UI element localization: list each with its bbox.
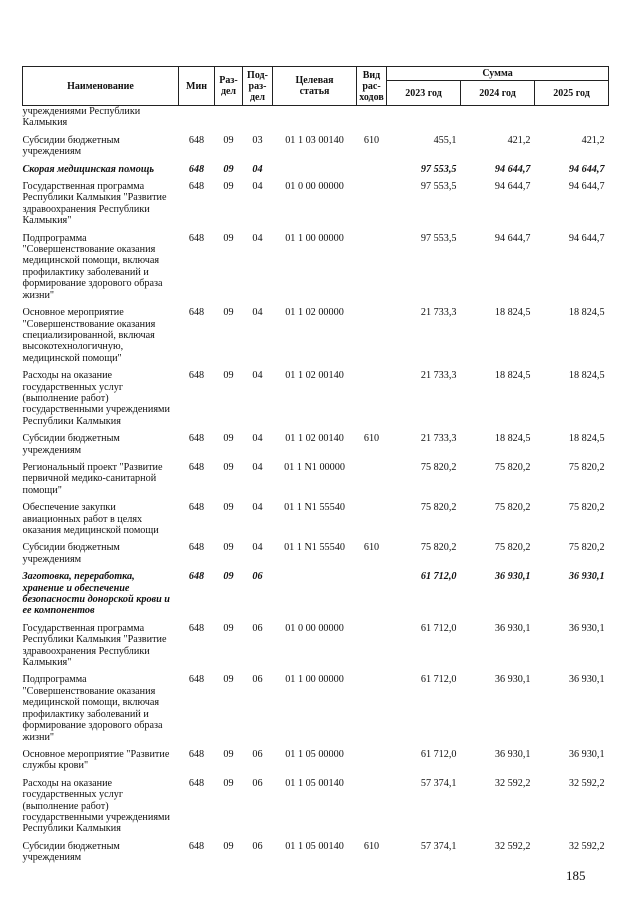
cell-2024: 94 644,7 (494, 232, 531, 244)
cell-razdel: 09 (223, 134, 234, 146)
cell-name: Региональный проект "Развитие первичной медико-санитарной помощи" (22, 461, 163, 496)
cell-target (273, 106, 357, 135)
cell-2023: 97 553,5 (420, 232, 457, 244)
cell-target: 01 1 00 00000 (285, 232, 344, 244)
table-row (23, 181, 609, 233)
cell-target: 01 1 00 00000 (285, 674, 344, 686)
cell-min: 648 (188, 674, 205, 686)
cell-2025: 94 644,7 (568, 181, 605, 193)
table-row (23, 462, 609, 502)
cell-2024: 36 930,1 (494, 748, 531, 760)
cell-razdel: 09 (223, 542, 234, 554)
cell-target (273, 571, 357, 623)
cell-vid: 610 (363, 840, 380, 852)
cell-2023 (387, 106, 461, 135)
cell-2023: 97 553,5 (420, 163, 457, 175)
cell-razdel: 09 (223, 840, 234, 852)
cell-2025: 32 592,2 (568, 777, 605, 789)
cell-2023: 21 733,3 (420, 433, 457, 445)
cell-target: 01 1 N1 55540 (284, 502, 345, 514)
cell-2023: 75 820,2 (420, 502, 457, 514)
cell-2024 (461, 106, 535, 135)
cell-vid (357, 106, 387, 135)
cell-min: 648 (188, 433, 205, 445)
cell-target: 01 1 N1 00000 (284, 461, 345, 473)
table-row (23, 502, 609, 542)
cell-target: 01 1 02 00140 (285, 370, 344, 382)
cell-2025: 32 592,2 (568, 840, 605, 852)
cell-vid: 610 (363, 134, 380, 146)
cell-min: 648 (188, 181, 205, 193)
cell-2025: 18 824,5 (568, 433, 605, 445)
cell-podrazdel: 04 (252, 370, 263, 382)
cell-2025: 75 820,2 (568, 502, 605, 514)
cell-razdel: 09 (223, 433, 234, 445)
header-2023: 2023 год (387, 81, 461, 106)
cell-name: Обеспечение закупки авиационных работ в целях оказания медицинской помощи (22, 502, 159, 536)
cell-name: Заготовка, переработка, хранение и обеспечение безопасности донорской крови и ее компонентов (22, 571, 170, 617)
header-podrazdel: Под- раз- дел (243, 67, 273, 106)
cell-min (179, 106, 215, 135)
cell-podrazdel: 06 (252, 777, 263, 789)
cell-razdel: 09 (223, 181, 234, 193)
cell-razdel: 09 (223, 674, 234, 686)
cell-2025: 94 644,7 (568, 163, 605, 175)
cell-2024: 36 930,1 (494, 622, 531, 634)
cell-vid (357, 623, 387, 675)
header-2025: 2025 год (535, 81, 609, 106)
cell-podrazdel: 03 (252, 134, 263, 146)
table-row (23, 674, 609, 748)
header-2024: 2024 год (461, 81, 535, 106)
cell-name: Субсидии бюджетным учреждениям (22, 542, 120, 565)
cell-min: 648 (188, 840, 205, 852)
cell-vid: 610 (363, 542, 380, 554)
table-row (23, 571, 609, 623)
cell-2023: 61 712,0 (420, 748, 457, 760)
cell-vid (357, 778, 387, 841)
cell-2023: 97 553,5 (420, 181, 457, 193)
cell-2025: 36 930,1 (568, 571, 605, 583)
cell-podrazdel: 06 (252, 571, 263, 583)
cell-2023: 57 374,1 (420, 840, 457, 852)
cell-name: Государственная программа Республики Калмыкия "Развитие здравоохранения Республики Калмыкия" (22, 622, 167, 669)
page-number: 185 (566, 868, 586, 883)
cell-vid (357, 233, 387, 307)
cell-razdel: 09 (223, 307, 234, 319)
cell-2024: 18 824,5 (494, 433, 531, 445)
cell-name: Расходы на оказание государственных услуг (выполнение работ) государственными учреждениями Республики Калмыкия (22, 777, 170, 835)
cell-2024: 75 820,2 (494, 542, 531, 554)
cell-podrazdel (243, 106, 273, 135)
cell-2023: 75 820,2 (420, 461, 457, 473)
cell-2024: 421,2 (507, 134, 531, 146)
cell-razdel: 09 (223, 461, 234, 473)
cell-podrazdel: 04 (252, 502, 263, 514)
cell-2025 (535, 106, 609, 135)
cell-2025: 18 824,5 (568, 307, 605, 319)
header-razdel: Раз- дел (215, 67, 243, 106)
cell-2023: 57 374,1 (420, 777, 457, 789)
table-row (23, 164, 609, 181)
table-body (23, 106, 609, 870)
cell-2023: 21 733,3 (420, 370, 457, 382)
cell-vid (357, 462, 387, 502)
cell-name: Скорая медицинская помощь (22, 163, 155, 175)
budget-table-container (22, 66, 608, 870)
cell-podrazdel: 04 (252, 307, 263, 319)
cell-podrazdel: 04 (252, 163, 263, 175)
cell-vid (357, 749, 387, 778)
cell-2023: 75 820,2 (420, 542, 457, 554)
table-row (23, 106, 609, 135)
cell-target: 01 0 00 00000 (285, 622, 344, 634)
cell-2025: 94 644,7 (568, 232, 605, 244)
cell-min: 648 (188, 370, 205, 382)
cell-podrazdel: 04 (252, 542, 263, 554)
cell-target: 01 1 02 00140 (285, 433, 344, 445)
header-name: Наименование (23, 67, 179, 106)
cell-name: Субсидии бюджетным учреждениям (22, 134, 120, 158)
cell-name: Основное мероприятие "Развитие службы крови" (22, 748, 170, 772)
cell-2025: 421,2 (581, 134, 605, 146)
cell-min: 648 (188, 307, 205, 319)
table-header (23, 67, 609, 106)
cell-name: Расходы на оказание государственных услуг (выполнение работ) государственными учреждениями Республики Калмыкия (22, 370, 170, 427)
table-row (23, 778, 609, 841)
cell-2024: 32 592,2 (494, 840, 531, 852)
cell-razdel: 09 (223, 777, 234, 789)
cell-razdel: 09 (223, 163, 234, 175)
table-row (23, 135, 609, 164)
cell-2023: 21 733,3 (420, 307, 457, 319)
cell-target: 01 1 05 00140 (285, 777, 344, 789)
cell-2023: 61 712,0 (420, 674, 457, 686)
cell-razdel (215, 106, 243, 135)
cell-2025: 75 820,2 (568, 542, 605, 554)
cell-razdel: 09 (223, 622, 234, 634)
table-row (23, 542, 609, 571)
cell-2024: 75 820,2 (494, 502, 531, 514)
cell-2025: 36 930,1 (568, 622, 605, 634)
cell-min: 648 (188, 777, 205, 789)
cell-name: Государственная программа Республики Калмыкия "Развитие здравоохранения Республики Калмыкия" (22, 181, 167, 227)
header-vid: Вид рас- ходов (357, 67, 387, 106)
cell-2024: 18 824,5 (494, 370, 531, 382)
cell-2024: 94 644,7 (494, 163, 531, 175)
cell-min: 648 (188, 232, 205, 244)
cell-vid (357, 370, 387, 433)
cell-2025: 75 820,2 (568, 461, 605, 473)
cell-vid: 610 (363, 433, 380, 445)
cell-2024: 36 930,1 (494, 571, 531, 583)
cell-min: 648 (188, 748, 205, 760)
header-summa: Сумма (387, 67, 609, 81)
cell-name: Субсидии бюджетным учреждениям (22, 840, 120, 864)
table-row (23, 233, 609, 307)
cell-podrazdel: 06 (252, 840, 263, 852)
cell-podrazdel: 04 (252, 232, 263, 244)
cell-podrazdel: 06 (252, 748, 263, 760)
cell-name: Субсидии бюджетным учреждениям (22, 433, 120, 456)
cell-target: 01 0 00 00000 (285, 181, 344, 193)
cell-razdel: 09 (223, 370, 234, 382)
cell-vid (357, 307, 387, 370)
cell-min: 648 (188, 461, 205, 473)
header-min: Мин (179, 67, 215, 106)
budget-table (22, 66, 609, 870)
cell-2024: 18 824,5 (494, 307, 531, 319)
cell-podrazdel: 04 (252, 433, 263, 445)
cell-vid (357, 502, 387, 542)
table-row (23, 370, 609, 433)
cell-vid (357, 674, 387, 748)
cell-podrazdel: 04 (252, 461, 263, 473)
table-row (23, 749, 609, 778)
cell-vid (357, 181, 387, 233)
cell-2023: 61 712,0 (420, 571, 457, 583)
cell-min: 648 (188, 502, 205, 514)
cell-2025: 36 930,1 (568, 674, 605, 686)
table-row (23, 307, 609, 370)
cell-min: 648 (188, 542, 205, 554)
cell-name: Подпрограмма "Совершенствование оказания медицинской помощи, включая профилактику заболеваний и формирование здорового образа жизни" (22, 232, 163, 301)
cell-name: учреждениями Республики Калмыкия (22, 106, 141, 129)
cell-vid (357, 571, 387, 623)
cell-target: 01 1 05 00000 (285, 748, 344, 760)
header-target: Целевая статья (273, 67, 357, 106)
cell-podrazdel: 06 (252, 622, 263, 634)
cell-target: 01 1 N1 55540 (284, 542, 345, 554)
cell-name: Подпрограмма "Совершенствование оказания медицинской помощи, включая профилактику заболеваний и формирование здорового образа жизни" (22, 674, 163, 743)
cell-2025: 18 824,5 (568, 370, 605, 382)
cell-vid (357, 164, 387, 181)
cell-name: Основное мероприятие "Совершенствование оказания специализированной, включая высокотехнологичную, медицинской помощи" (22, 307, 156, 364)
table-row (23, 623, 609, 675)
cell-2024: 94 644,7 (494, 181, 531, 193)
cell-min: 648 (188, 622, 205, 634)
cell-2023: 455,1 (433, 134, 457, 146)
cell-min: 648 (188, 571, 205, 583)
cell-2025: 36 930,1 (568, 748, 605, 760)
cell-2024: 75 820,2 (494, 461, 531, 473)
cell-2024: 32 592,2 (494, 777, 531, 789)
cell-razdel: 09 (223, 748, 234, 760)
cell-target: 01 1 02 00000 (285, 307, 344, 319)
cell-2023: 61 712,0 (420, 622, 457, 634)
cell-min: 648 (188, 163, 205, 175)
table-row (23, 841, 609, 870)
cell-razdel: 09 (223, 502, 234, 514)
cell-target (273, 164, 357, 181)
cell-razdel: 09 (223, 232, 234, 244)
cell-min: 648 (188, 134, 205, 146)
cell-razdel: 09 (223, 571, 234, 583)
cell-podrazdel: 06 (252, 674, 263, 686)
cell-target: 01 1 03 00140 (285, 134, 344, 146)
cell-podrazdel: 04 (252, 181, 263, 193)
table-row (23, 433, 609, 462)
cell-2024: 36 930,1 (494, 674, 531, 686)
cell-target: 01 1 05 00140 (285, 840, 344, 852)
